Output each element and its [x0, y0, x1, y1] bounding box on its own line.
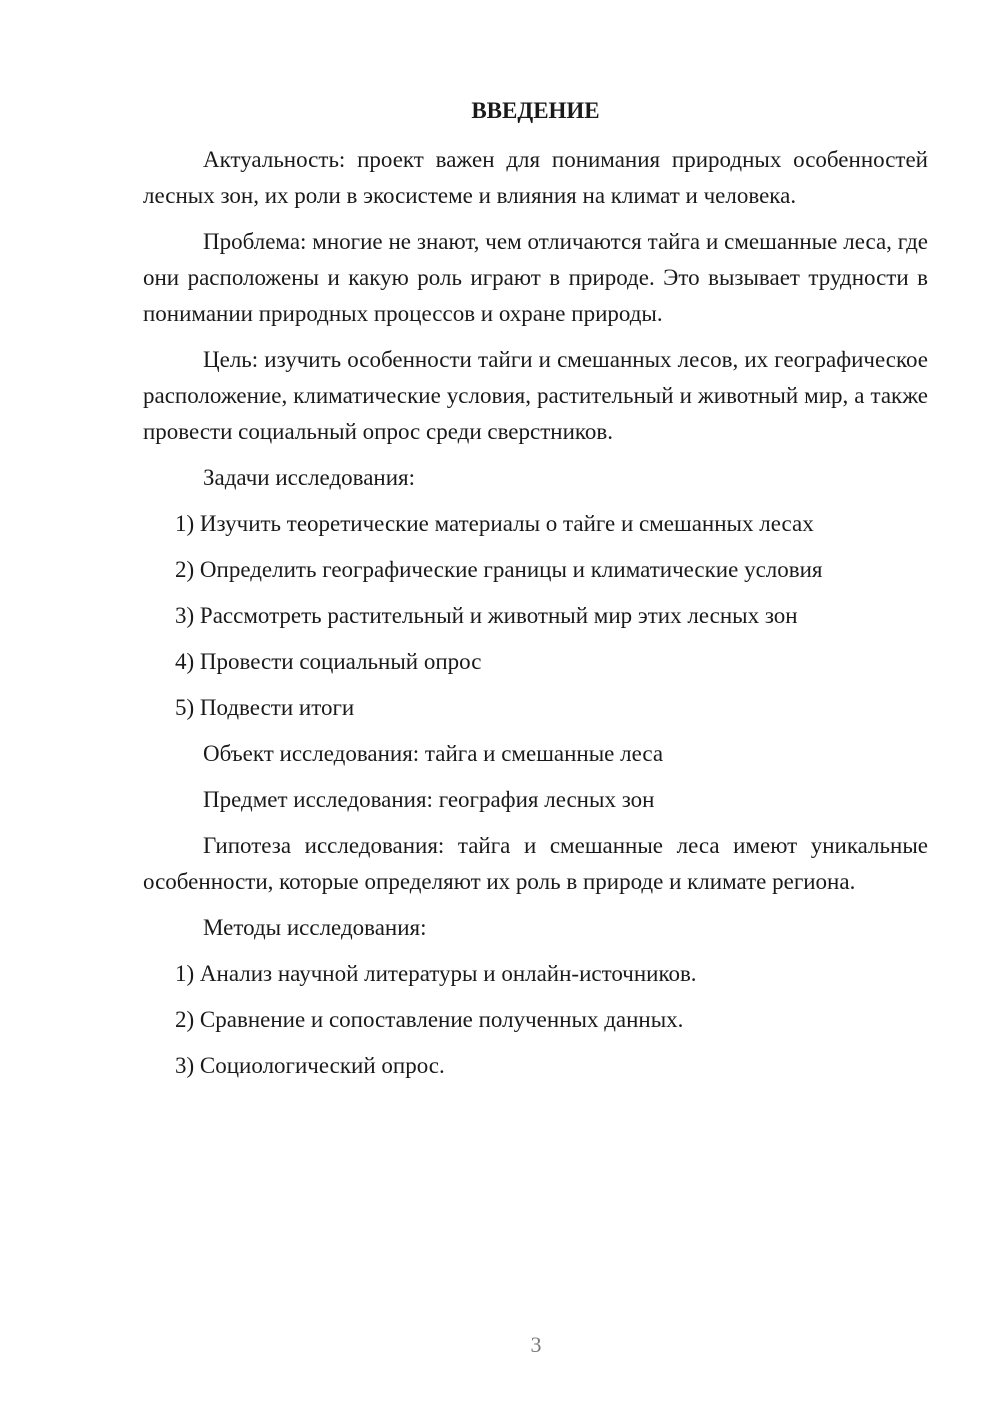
list-item: 1) Изучить теоретические материалы о тайге и смешанных лесах [175, 511, 814, 536]
list-item: 2) Определить географические границы и климатические условия [175, 557, 823, 582]
list-item: 3) Социологический опрос. [175, 1053, 445, 1078]
subject-line: Предмет исследования: география лесных зон [203, 787, 655, 812]
document-body [143, 95, 928, 1094]
tasks-title: Задачи исследования: [203, 465, 416, 490]
list-item: 3) Рассмотреть растительный и животный мир этих лесных зон [175, 603, 798, 628]
list-item: 2) Сравнение и сопоставление полученных данных. [175, 1007, 684, 1032]
list-item: 1) Анализ научной литературы и онлайн-источников. [175, 961, 697, 986]
relevance-paragraph: Актуальность: проект важен для понимания природных особенностей лесных зон, их роли в экосистеме и влияния на климат и человека. [143, 147, 928, 208]
section-heading: ВВЕДЕНИЕ [471, 98, 600, 123]
tasks-list [143, 506, 928, 726]
goal-paragraph: Цель: изучить особенности тайги и смешанных лесов, их географическое расположение, климатические условия, растительный и животный мир, а также провести социальный опрос среди сверстников. [143, 347, 928, 444]
page-number: 3 [530, 1332, 542, 1357]
methods-title: Методы исследования: [203, 915, 427, 940]
hypothesis-paragraph: Гипотеза исследования: тайга и смешанные леса имеют уникальные особенности, которые определяют их роль в природе и климате региона. [143, 833, 928, 894]
list-item: 4) Провести социальный опрос [175, 649, 482, 674]
problem-paragraph: Проблема: многие не знают, чем отличаются тайга и смешанные леса, где они расположены и какую роль играют в природе. Это вызывает трудности в понимании природных процессов и охране природы. [143, 229, 928, 326]
methods-list [143, 956, 928, 1084]
object-line: Объект исследования: тайга и смешанные леса [203, 741, 664, 766]
list-item: 5) Подвести итоги [175, 695, 355, 720]
